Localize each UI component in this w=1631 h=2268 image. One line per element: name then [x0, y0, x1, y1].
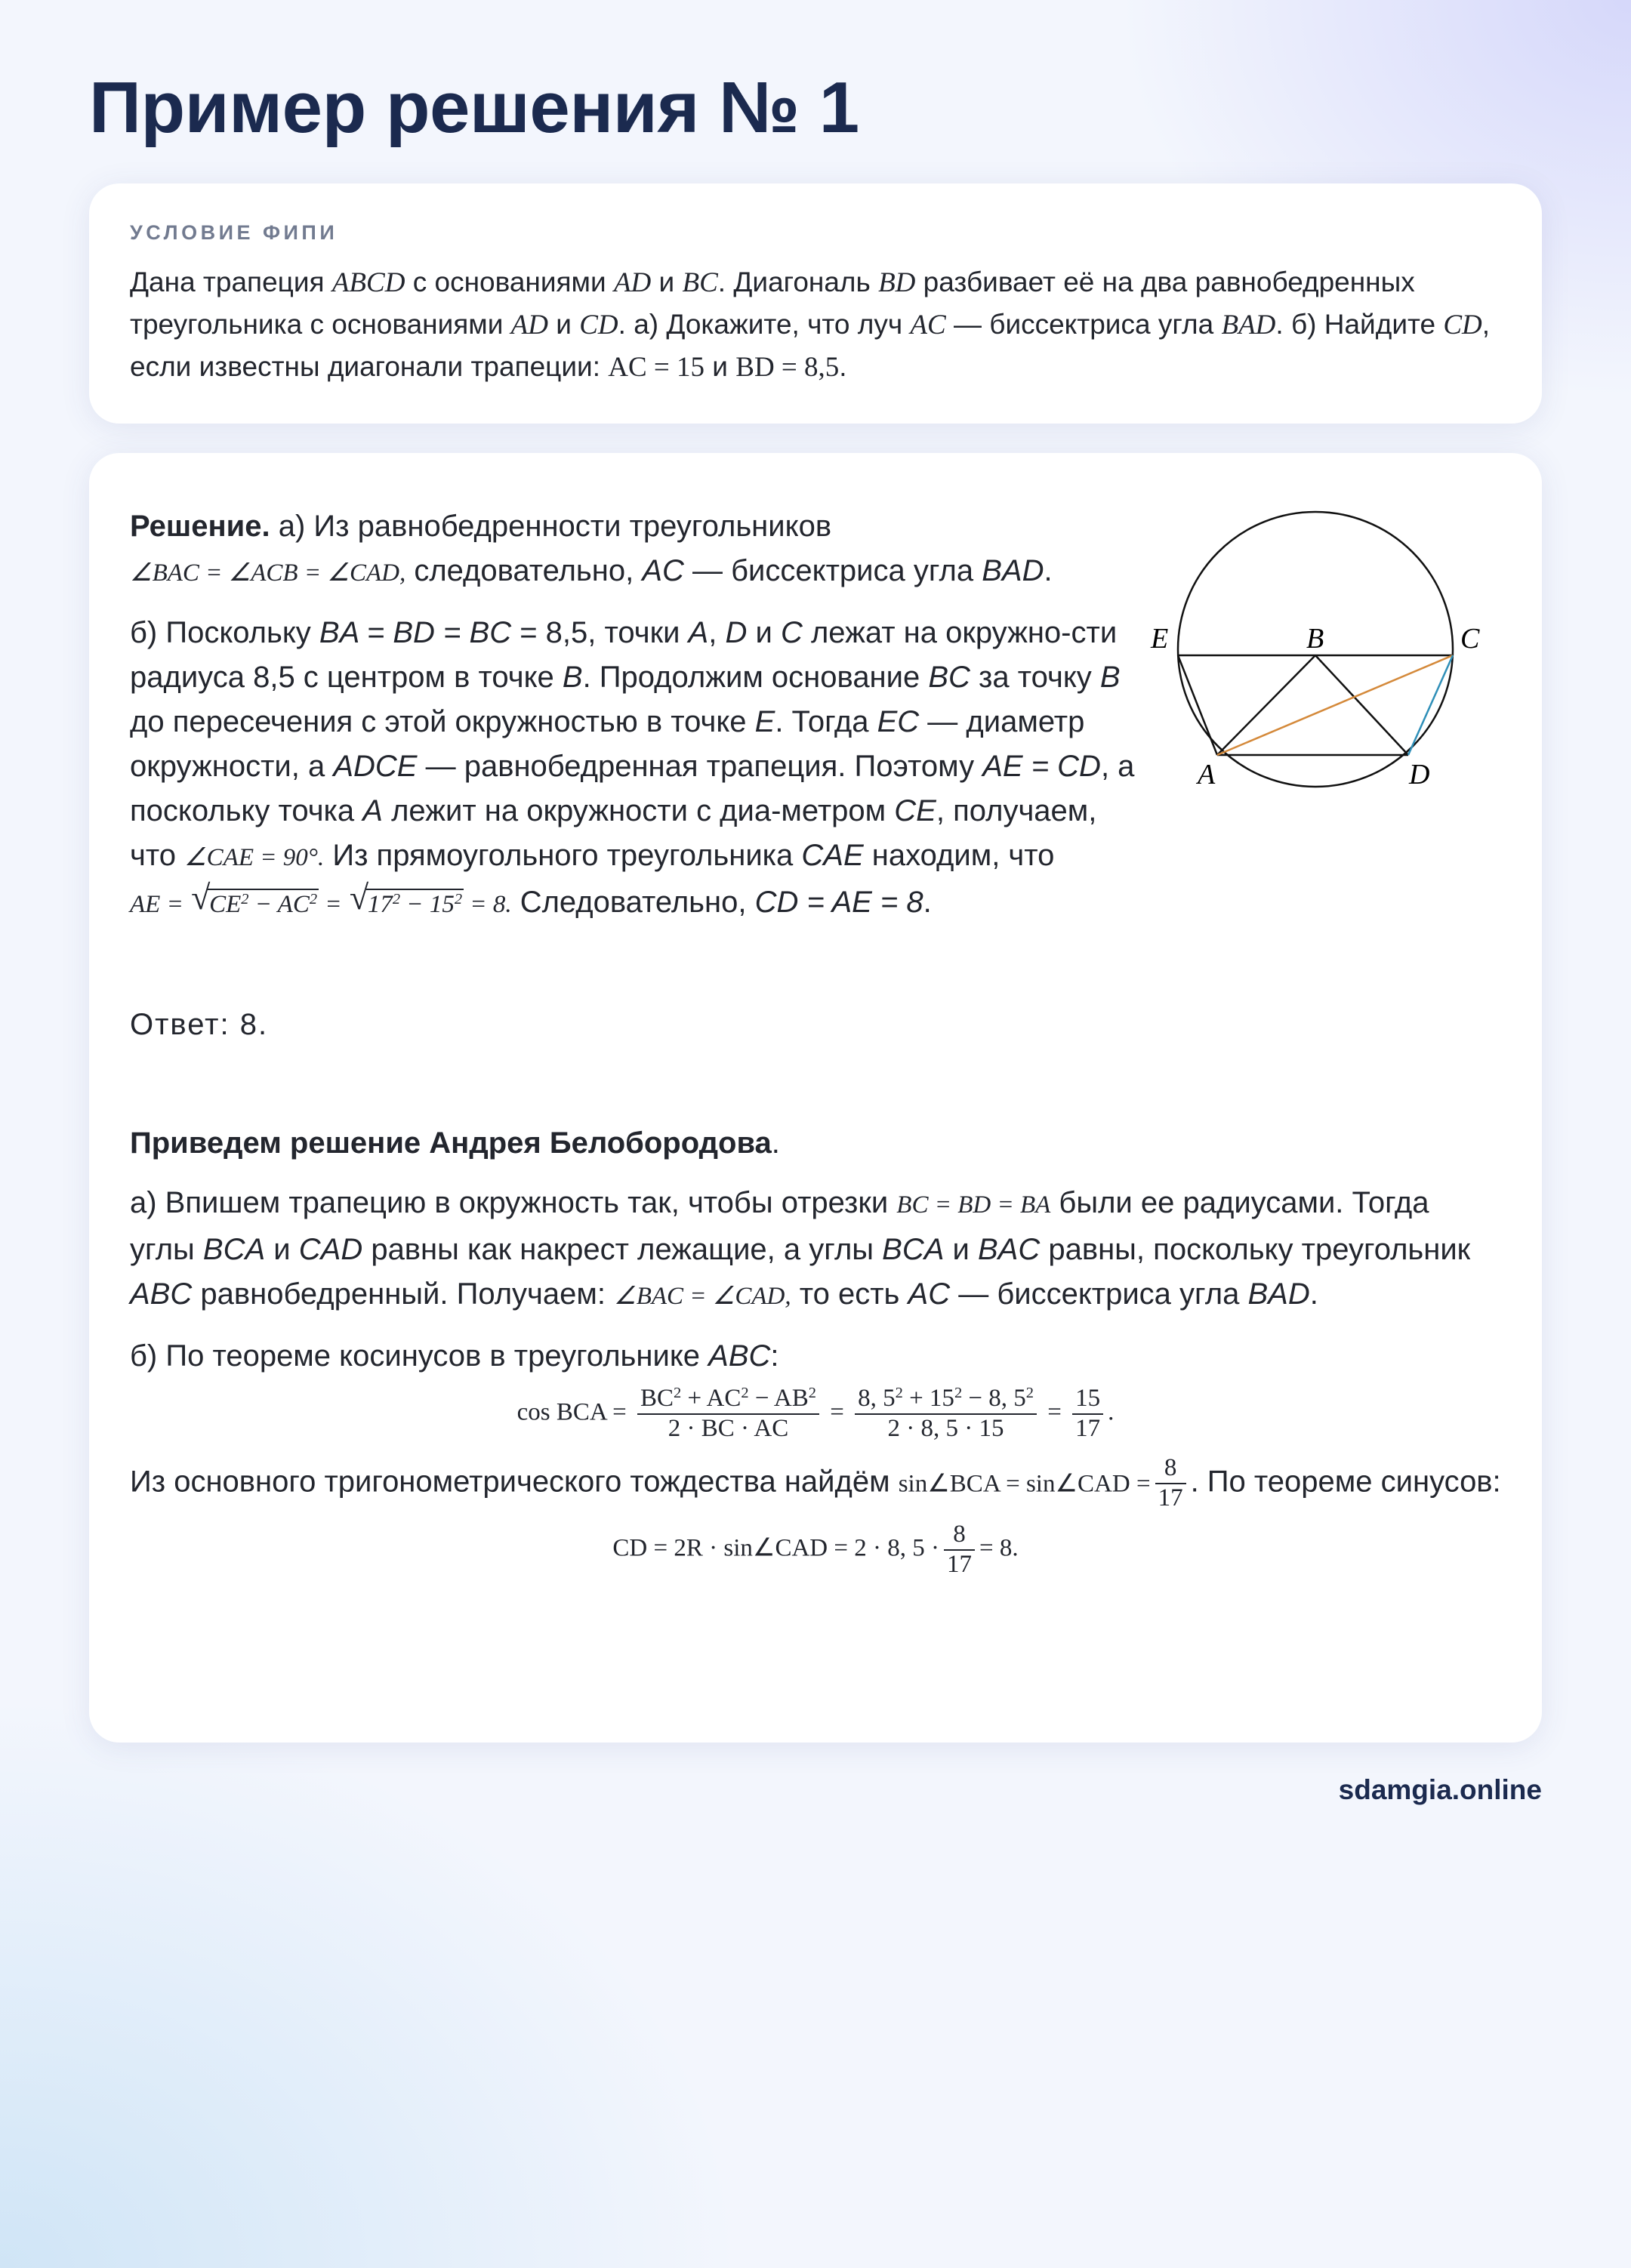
alt-solution-title: Приведем решение Андрея Белобородова. [130, 1126, 780, 1160]
alt-part-a: а) Впишем трапецию в окружность так, чтобы отрезки BC = BD = BA были ее радиусами. Тогда углы BCA и CAD равны как накрест лежащие, а углы BCA и BAC равны, поскольку треугольник ABC равнобедренный. Получаем: ∠BAC = ∠CAD, то есть AC — биссектриса угла BAD. [130, 1186, 1471, 1311]
sin-formula: CD = 2R · sin∠CAD = 2 · 8, 5 · $\frac{8}{17}$ = 8. [612, 1520, 1019, 1578]
line-ea [1178, 655, 1217, 755]
line-cd [1408, 655, 1453, 755]
sin-identity-text: Из основного тригонометрического тождества найдём sin∠BCA = sin∠CAD = $\frac{8}{17}$ . По теореме синусов: [130, 1453, 1501, 1511]
formula-ae: AE = √ $CE^2 - AC^2$ = √ $17^2 - 15^2 = 8$. [130, 891, 512, 918]
site-footer[interactable]: sdamgia.online [1338, 1774, 1542, 1805]
cos-formula: cos BCA = $\frac{BC^2 + AC^2 - AB^2}{2 \cdot BC \cdot AC}$ = $\frac{8, 5^2 + 15^2 - 8, 5^2}{2 \cdot 8, 5 \cdot 15}$ = $\frac{15}{17}$ . [516, 1384, 1115, 1442]
label-d: D [1409, 759, 1430, 790]
solution-part-b: б) Поскольку BA = BD = BC = 8,5, точки A, D и C лежат на окружно-сти радиуса 8,5 с центром в точке B. Продолжим основание BC за точку B до пересечения с этой окружностью в точке E. Тогда EC — диаметр окружности, а ADCE — равнобедренная трапеция. Поэтому AE = CD, а поскольку точка A лежит на окружности с диа-метром CE, получаем, что ∠CAE = 90°. Из прямоугольного треугольника CAE находим, что AE = √ $CE^2 - AC^2$ = √ $17^2 - 15^2 = 8$. Следовательно, CD = AE = 8. [130, 611, 1501, 927]
condition-text: Дана трапеция ABCD с основаниями AD и BC. Диагональ BD разбивает её на два равнобедренных треугольника с основаниями AD и CD. а) Докажите, что луч AC — биссектриса угла BAD. б) Найдите CD, если известны диагонали трапеции: AC = 15 и BD = 8,5. [130, 267, 1491, 383]
label-b: B [1306, 623, 1324, 655]
label-e: E [1151, 623, 1169, 655]
condition-label: УСЛОВИЕ ФИПИ [130, 221, 338, 244]
label-a: A [1198, 759, 1216, 790]
answer: Ответ: 8. [130, 1008, 269, 1041]
circle-trapezoid-diagram [1148, 509, 1510, 811]
label-c: C [1460, 623, 1480, 655]
line-bd [1315, 655, 1408, 755]
alt-part-b: б) По теореме косинусов в треугольнике ABC: [130, 1339, 779, 1373]
solution-part-a: Решение. а) Из равнобедренности треугольников ∠BAC = ∠ACB = ∠CAD, следовательно, AC — биссектриса угла BAD. [130, 510, 1053, 587]
page-title: Пример решения № 1 [89, 67, 859, 148]
line-ab [1217, 655, 1315, 755]
condition-card [89, 183, 1542, 424]
